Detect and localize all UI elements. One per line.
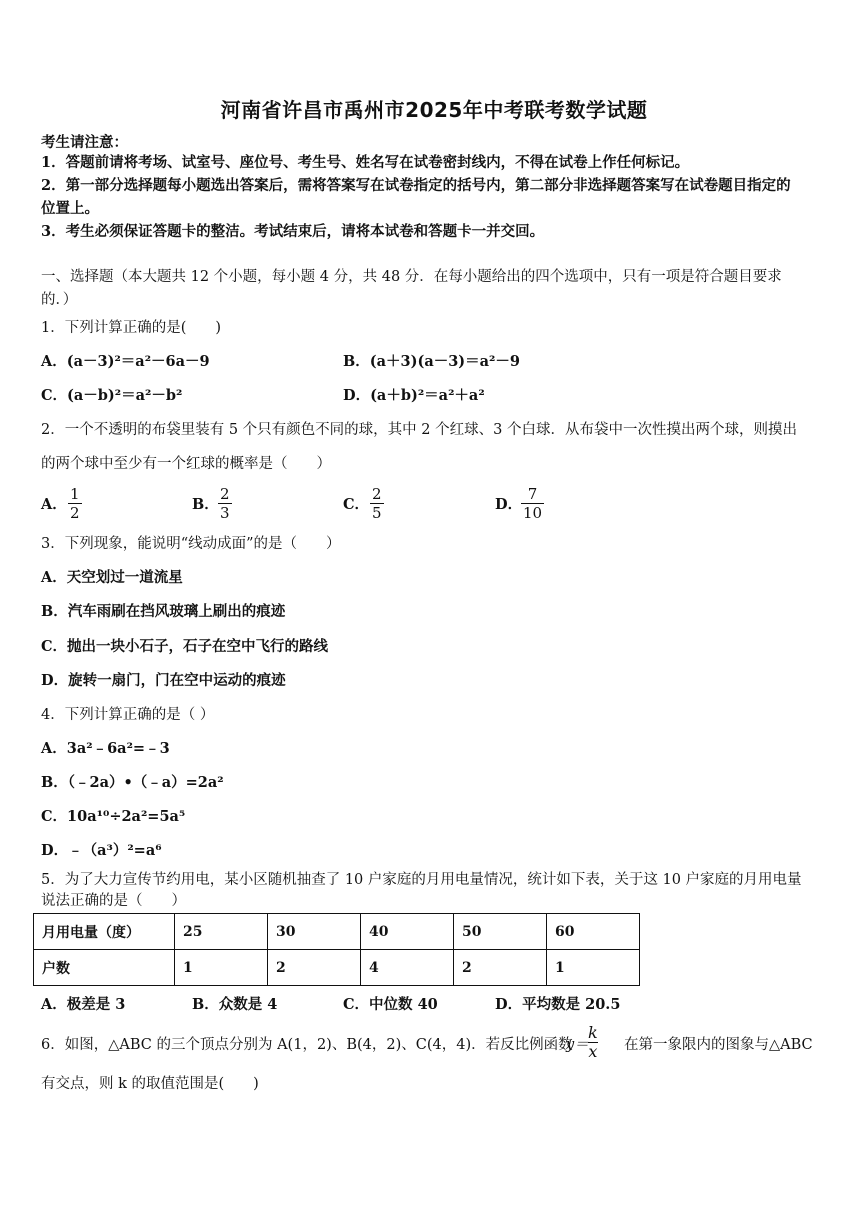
q2-option-a-fraction (68, 485, 82, 522)
q5-option-a: A．极差是 3 (41, 996, 126, 1013)
fraction-denominator: 10 (523, 504, 543, 522)
q2-option-b-fraction (218, 485, 232, 522)
q3-option-d: D．旋转一扇门，门在空中运动的痕迹 (41, 672, 286, 689)
fraction-numerator: 2 (372, 485, 382, 503)
q2-option-c-label: C． (343, 496, 370, 513)
q5-stem-cont: 说法正确的是（ ） (41, 893, 186, 909)
q6-y-equals: y＝ (566, 1037, 589, 1053)
q6-stem-cont: 有交点，则 k 的取值范围是( ) (41, 1076, 259, 1092)
table-cell: 1 (547, 950, 640, 986)
fraction-denominator: 3 (220, 504, 230, 522)
notice-item-2-cont: 位置上。 (41, 200, 99, 217)
q1-option-b: B．(a＋3)(a－3)＝a²－9 (343, 353, 521, 370)
q6-stem: 6．如图，△ABC 的三个顶点分别为 A(1，2)、B(4，2)、C(4，4)．若反比例函数 (41, 1037, 573, 1053)
q5-option-d: D．平均数是 20.5 (495, 996, 621, 1013)
q3-option-b: B．汽车雨刷在挡风玻璃上刷出的痕迹 (41, 603, 286, 620)
q2-option-c-fraction (370, 485, 384, 522)
fraction-denominator: x (588, 1042, 598, 1061)
notice-item-1: 1．答题前请将考场、试室号、座位号、考生号、姓名写在试卷密封线内，不得在试卷上作任何标记。 (41, 154, 690, 171)
table-row (34, 950, 640, 986)
q4-option-d: D．﹣（a³）²=a⁶ (41, 842, 162, 859)
fraction-numerator: k (588, 1023, 598, 1042)
q6-stem-post: 在第一象限内的图象与△ABC (624, 1037, 813, 1053)
q2-option-d-fraction (521, 485, 544, 522)
table-cell: 1 (175, 950, 268, 986)
q4-option-b: B．（﹣2a）•（﹣a）=2a² (41, 774, 224, 791)
section-heading-cont: 的．） (41, 292, 78, 308)
q3-stem: 3．下列现象，能说明“线动成面”的是（ ） (41, 536, 341, 552)
fraction-numerator: 7 (527, 485, 538, 503)
q5-stem: 5．为了大力宣传节约用电，某小区随机抽查了 10 户家庭的月用电量情况，统计如下表，关于这 10 户家庭的月用电量 (41, 872, 802, 888)
notice-heading: 考生请注意： (41, 134, 128, 151)
electricity-table (33, 913, 640, 986)
q5-option-c: C．中位数 40 (343, 996, 438, 1013)
q3-option-a: A．天空划过一道流星 (41, 569, 183, 586)
page-title: 河南省许昌市禹州市2025年中考联考数学试题 (220, 98, 648, 122)
q1-option-a: A．(a－3)²＝a²－6a－9 (41, 353, 210, 370)
q2-option-d-label: D． (495, 496, 523, 513)
notice-item-2: 2．第一部分选择题每小题选出答案后，需将答案写在试卷指定的括号内，第二部分非选择题答案写在试卷题目指定的 (41, 177, 791, 194)
fraction-numerator: 2 (220, 485, 230, 503)
q6-k-over-x-fraction (588, 1024, 598, 1061)
q2-stem: 2．一个不透明的布袋里装有 5 个只有颜色不同的球，其中 2 个红球、3 个白球．从布袋中一次性摸出两个球，则摸出 (41, 422, 797, 438)
q4-option-c: C．10a¹⁰÷2a²=5a⁵ (41, 808, 186, 825)
q2-stem-cont: 的两个球中至少有一个红球的概率是（ ） (41, 456, 331, 472)
fraction-numerator: 1 (70, 485, 80, 503)
q4-stem: 4．下列计算正确的是（ ） (41, 707, 215, 723)
table-cell: 60 (547, 914, 640, 950)
q5-option-b: B．众数是 4 (192, 996, 278, 1013)
table-cell: 50 (454, 914, 547, 950)
table-cell: 30 (268, 914, 361, 950)
fraction-denominator: 5 (372, 504, 382, 522)
table-cell: 2 (268, 950, 361, 986)
section-heading: 一、选择题（本大题共 12 个小题，每小题 4 分，共 48 分．在每小题给出的四个选项中，只有一项是符合题目要求 (41, 269, 782, 285)
q1-option-c: C．(a－b)²＝a²－b² (41, 387, 183, 404)
q1-stem: 1．下列计算正确的是( ) (41, 320, 222, 336)
notice-item-3: 3．考生必须保证答题卡的整洁。考试结束后，请将本试卷和答题卡一并交回。 (41, 223, 545, 240)
q4-option-a: A．3a²﹣6a²=﹣3 (41, 740, 170, 757)
table-cell: 4 (361, 950, 454, 986)
q2-option-b-label: B． (192, 496, 219, 513)
q3-option-c: C．抛出一块小石子，石子在空中飞行的路线 (41, 638, 329, 655)
fraction-denominator: 2 (70, 504, 80, 522)
table-cell: 2 (454, 950, 547, 986)
table-cell: 户数 (34, 950, 175, 986)
table-cell: 40 (361, 914, 454, 950)
table-cell: 25 (175, 914, 268, 950)
table-row (34, 914, 640, 950)
q1-option-d: D．(a＋b)²＝a²＋a² (343, 387, 485, 404)
table-cell: 月用电量（度） (34, 914, 175, 950)
q2-option-a-label: A． (41, 496, 67, 513)
